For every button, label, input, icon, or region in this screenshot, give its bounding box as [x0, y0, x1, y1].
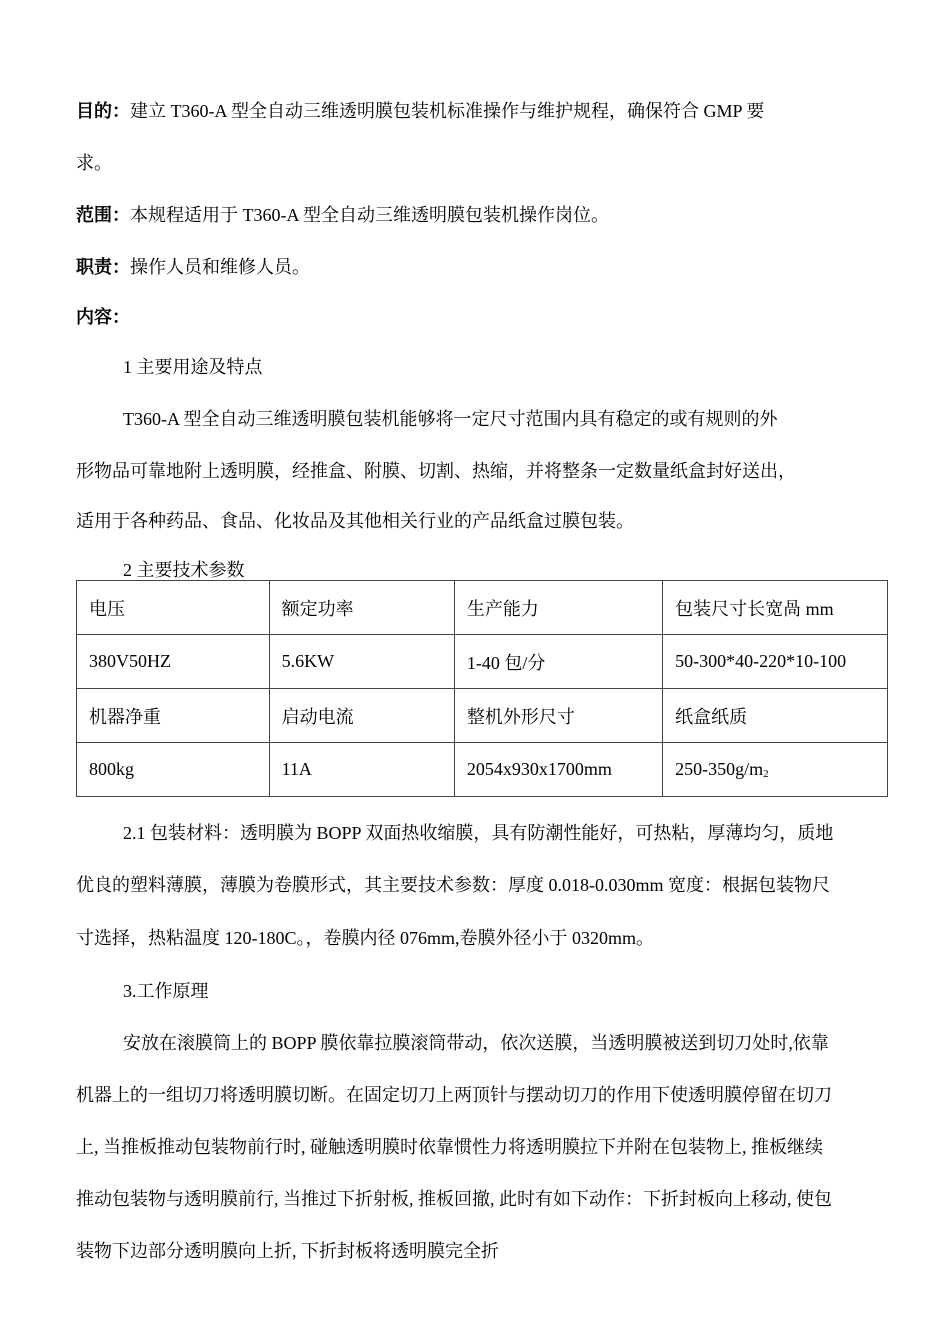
section2-heading: 2 主要技术参数 [123, 560, 245, 580]
content-label: 内容： [76, 307, 130, 327]
paper-weight-value: 250-350g/m [675, 759, 764, 779]
unit-suffix: 2 [763, 768, 769, 780]
duty-text: 操作人员和维修人员。 [130, 257, 310, 277]
section21-line: 2.1 包装材料：透明膜为 BOPP 双面热收缩膜，具有防潮性能好，可热粘，厚薄均匀，质地 [123, 823, 834, 843]
table-cell: 2054x930x1700mm [454, 743, 662, 797]
section3-line: 机器上的一组切刀将透明膜切断。在固定切刀上两顶针与摆动切刀的作用下使透明膜停留在切刀 [76, 1085, 832, 1105]
table-cell: 380V50HZ [77, 635, 270, 689]
purpose-text: 建立 T360-A 型全自动三维透明膜包装机标准操作与维护规程，确保符合 GMP 要 [130, 101, 765, 121]
section1-line: 适用于各种药品、食品、化妆品及其他相关行业的产品纸盒过膜包装。 [76, 511, 634, 531]
section3-line: 装物下边部分透明膜向上折, 下折封板将透明膜完全折 [76, 1241, 499, 1261]
duty-line [76, 255, 310, 279]
section3-heading: 3.工作原理 [123, 981, 209, 1001]
table-cell: 生产能力 [454, 581, 662, 635]
section3-line: 安放在滚膜筒上的 BOPP 膜依靠拉膜滚筒带动，依次送膜，当透明膜被送到切刀处时,依靠 [123, 1033, 829, 1053]
section1-line: 形物品可靠地附上透明膜，经推盒、附膜、切割、热缩，并将整条一定数量纸盒封好送出， [76, 461, 796, 481]
table-cell [663, 743, 888, 797]
table-row [77, 581, 888, 635]
table-cell: 1-40 包/分 [454, 635, 662, 689]
tech-params-table [76, 580, 888, 797]
duty-label: 职责： [76, 257, 130, 277]
scope-label: 范围： [76, 205, 130, 225]
table-row [77, 635, 888, 689]
purpose-label: 目的： [76, 101, 130, 121]
table-cell: 机器净重 [77, 689, 270, 743]
table-cell: 800kg [77, 743, 270, 797]
table-cell: 电压 [77, 581, 270, 635]
table-cell: 50-300*40-220*10-100 [663, 635, 888, 689]
table-cell: 11A [269, 743, 454, 797]
table-cell: 包装尺寸长宽咼 mm [663, 581, 888, 635]
section1-line: T360-A 型全自动三维透明膜包装机能够将一定尺寸范围内具有稳定的或有规则的外 [123, 409, 778, 429]
scope-line [76, 203, 609, 227]
scope-text: 本规程适用于 T360-A 型全自动三维透明膜包装机操作岗位。 [130, 205, 609, 225]
table-cell: 5.6KW [269, 635, 454, 689]
table-cell: 整机外形尺寸 [454, 689, 662, 743]
table-cell: 启动电流 [269, 689, 454, 743]
table-row [77, 689, 888, 743]
section21-line: 寸选择，热粘温度 120-180C。，卷膜内径 076mm,卷膜外径小于 0320mm。 [76, 928, 655, 948]
section21-line: 优良的塑料薄膜，薄膜为卷膜形式，其主要技术参数：厚度 0.018-0.030mm 宽度：根据包装物尺 [76, 875, 830, 895]
purpose-line-2: 求。 [76, 153, 112, 173]
table-cell: 纸盒纸质 [663, 689, 888, 743]
table-cell: 额定功率 [269, 581, 454, 635]
section3-line: 上, 当推板推动包装物前行时, 碰触透明膜时依靠惯性力将透明膜拉下并附在包装物上, 推板继续 [76, 1137, 823, 1157]
section1-heading: 1 主要用途及特点 [123, 357, 263, 377]
table-row [77, 743, 888, 797]
section3-line: 推动包装物与透明膜前行, 当推过下折射板, 推板回撤, 此时有如下动作：下折封板向上移动, 使包 [76, 1189, 832, 1209]
purpose-line-1 [76, 99, 764, 123]
